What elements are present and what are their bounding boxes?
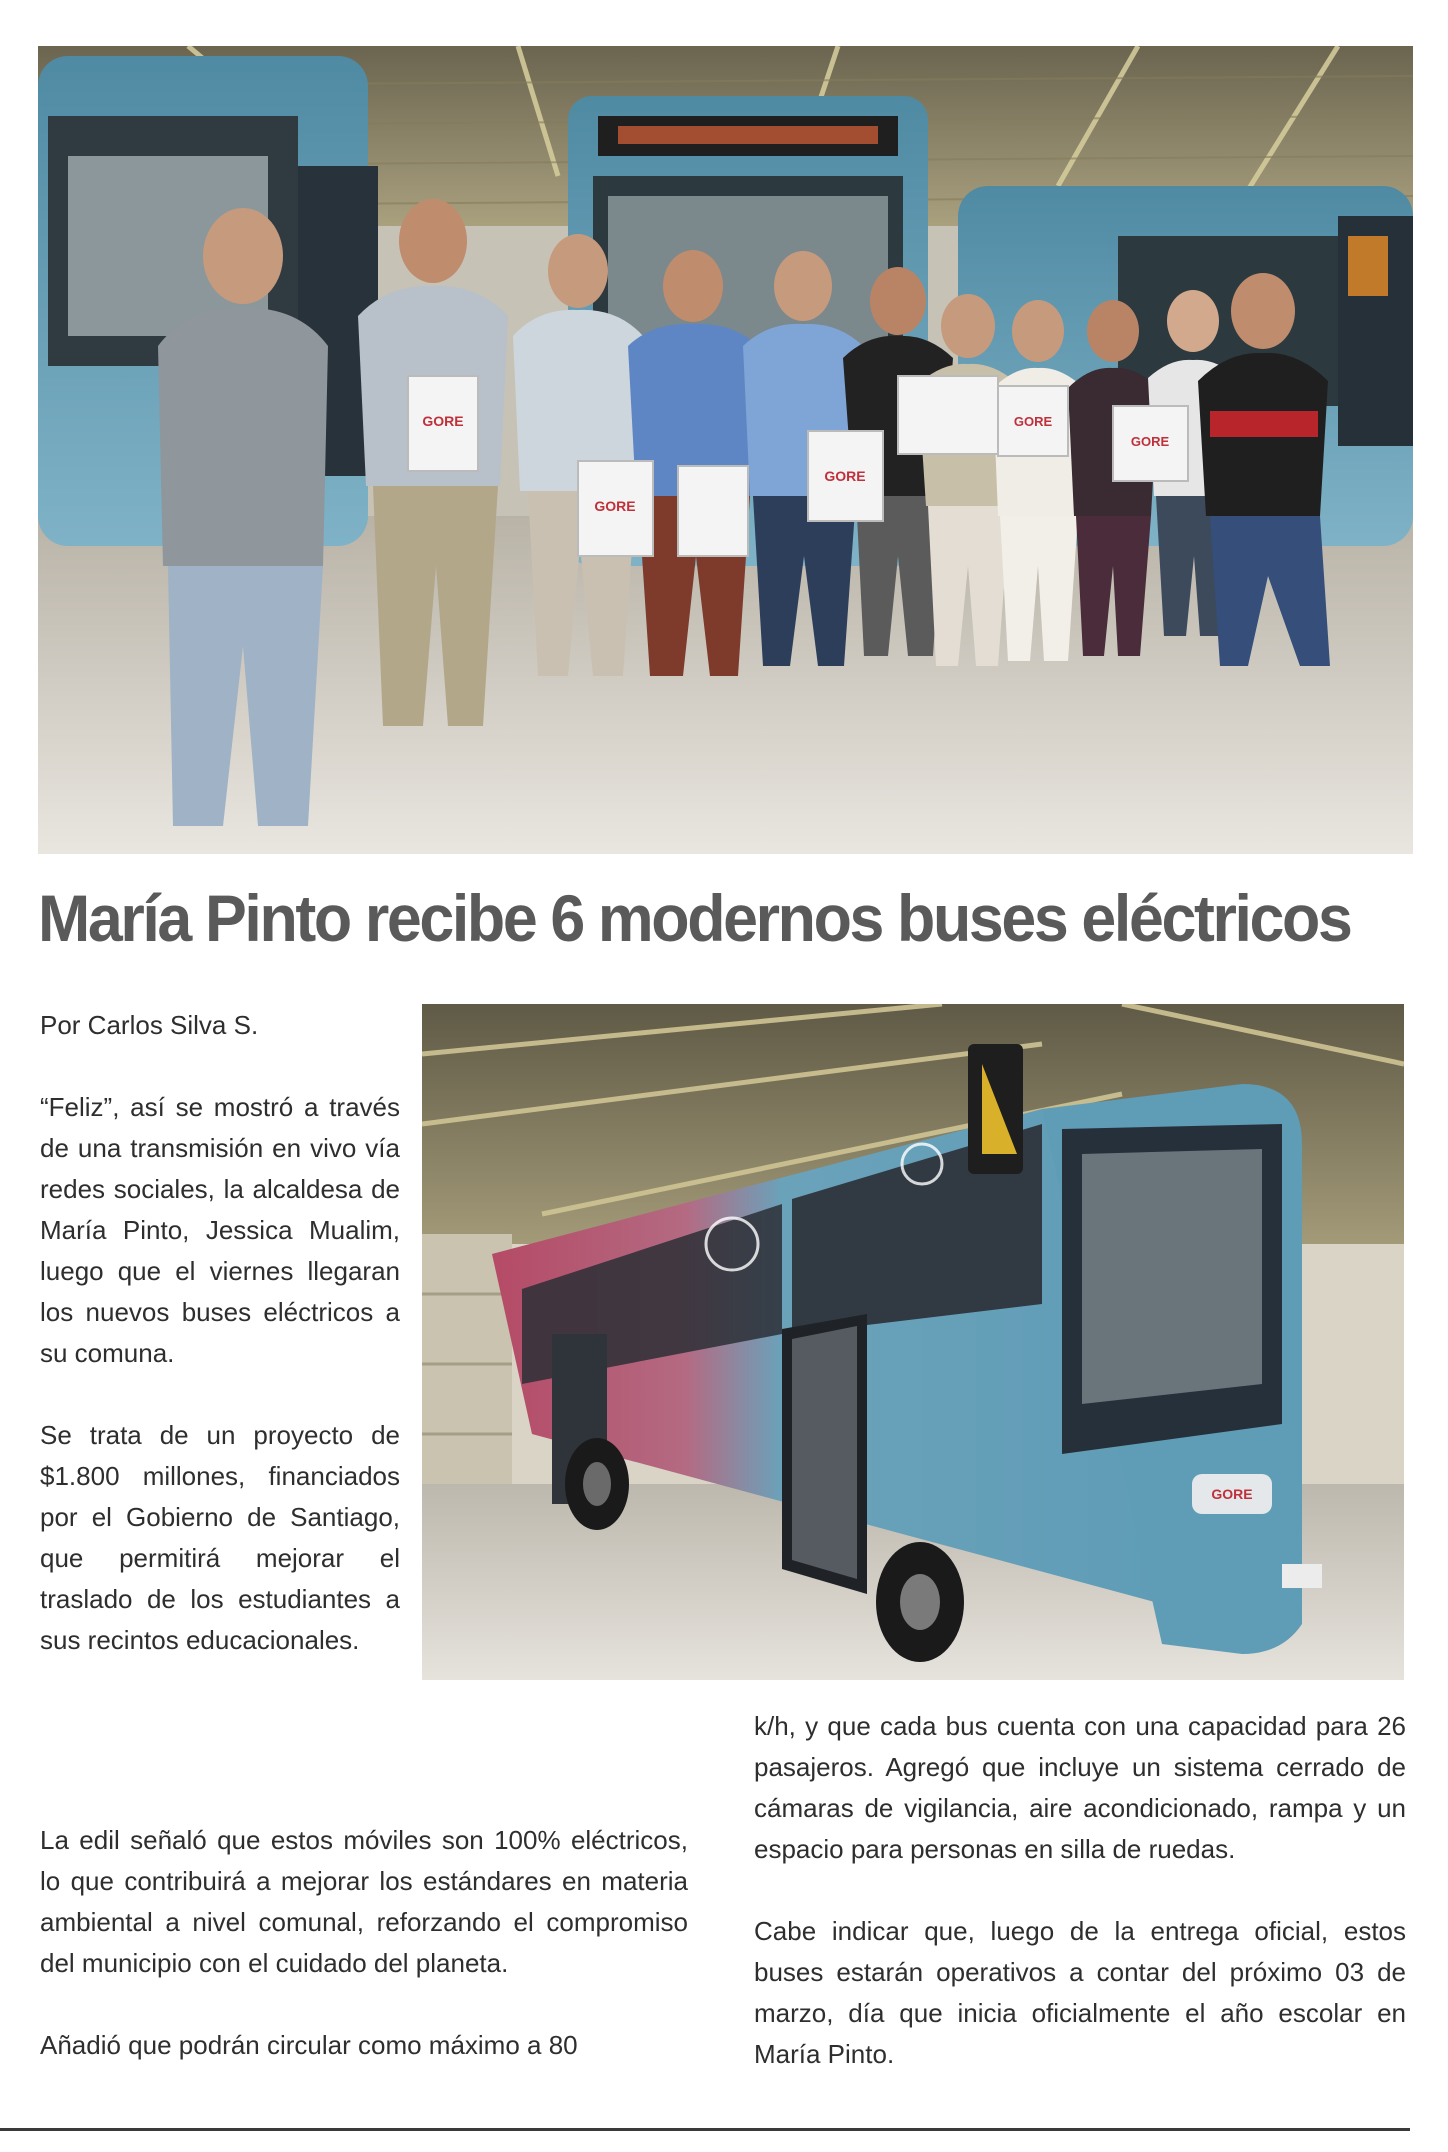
bag-logo-4: GORE [1013, 414, 1053, 429]
bus-photo [422, 1004, 1404, 1680]
paragraph: Cabe indicar que, luego de la entrega oficial, estos buses estarán operativos a contar del próximo 03 de marzo, día que inicia oficialmente el año escolar en María Pinto. [754, 1916, 1406, 2069]
paragraph: k/h, y que cada bus cuenta con una capacidad para 26 pasajeros. Agregó que incluye un sistema cerrado de cámaras de vigilancia, aire acondicionado, rampa y un espacio para personas en silla de ruedas. [754, 1711, 1406, 1864]
page-bottom-rule [0, 2128, 1410, 2131]
paragraph: La edil señaló que estos móviles son 100% eléctricos, lo que contribuirá a mejorar los estándares en materia ambiental a nivel comunal, reforzando el compromiso del municipio con el cuidado del planeta. [40, 1825, 688, 1978]
bag-logo-1: GORE [422, 413, 464, 429]
article-byline: Por Carlos Silva S. [40, 1010, 259, 1040]
article-column-right [754, 1706, 1406, 2075]
group-photo [38, 46, 1413, 854]
bag-logo-5: GORE [1130, 434, 1170, 449]
bag-logo-2: GORE [594, 498, 636, 514]
paragraph: Se trata de un proyecto de $1.800 millones, financiados por el Gobierno de Santiago, que permitirá mejorar el traslado de los estudiantes a sus recintos educacionales. [40, 1420, 400, 1655]
bus-logo: GORE [1211, 1486, 1253, 1502]
paragraph: Añadió que podrán circular como máximo a 80 [40, 2030, 578, 2060]
article-column-left [40, 1087, 400, 1661]
article-headline: María Pinto recibe 6 modernos buses eléctricos [38, 881, 1351, 955]
paragraph: “Feliz”, así se mostró a través de una transmisión en vivo vía redes sociales, la alcaldesa de María Pinto, Jessica Mualim, luego que el viernes llegaran los nuevos buses eléctricos a su comuna. [40, 1092, 400, 1368]
article-column-wide [40, 1820, 688, 2066]
bag-logo-3: GORE [824, 468, 866, 484]
